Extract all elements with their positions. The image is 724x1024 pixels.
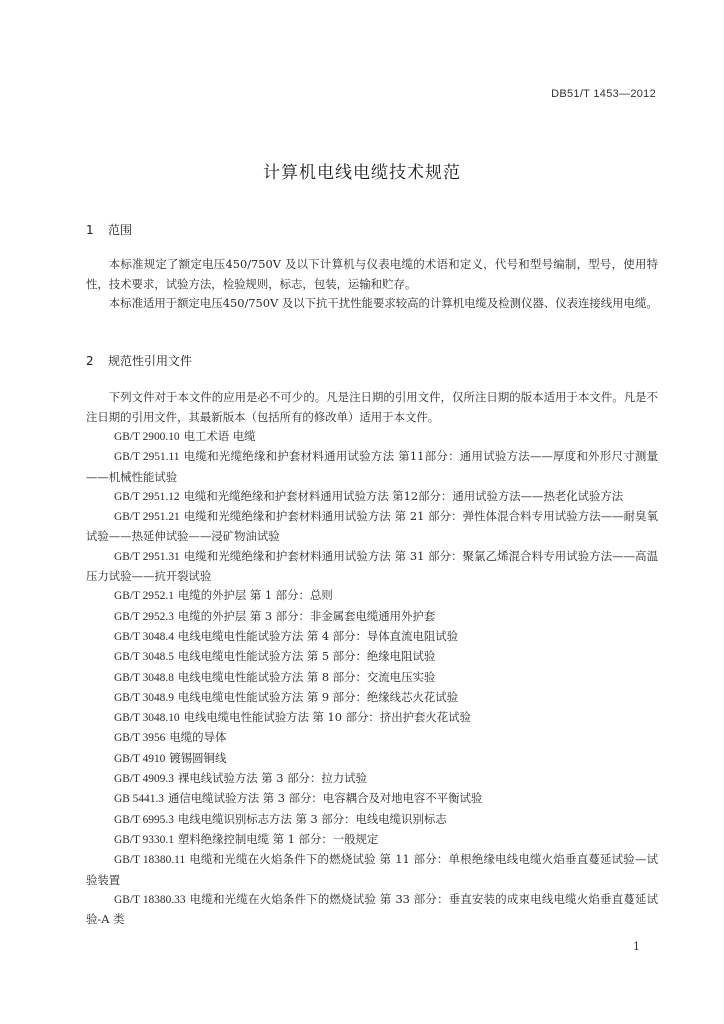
reference-code: GB/T 4909.3 [114,773,174,786]
reference-item [86,627,658,647]
reference-title: 电缆和光缆绝缘和护套材料通用试验方法 第11部分：通用试验方法——厚度和外形尺寸测量——机械性能试验 [86,449,659,484]
reference-code: GB/T 3048.4 [114,630,174,643]
reference-title: 电缆和光缆绝缘和护套材料通用试验方法 第12部分：通用试验方法——热老化试验方法 [183,488,624,503]
reference-code: GB/T 9330.1 [114,833,174,846]
reference-code: GB/T 2952.3 [114,610,174,623]
reference-title: 电缆和光缆在火焰条件下的燃烧试验 第 11 部分：单根绝缘电线电缆火焰垂直蔓延试验—试验装置 [86,852,658,887]
reference-item [86,789,658,809]
references-intro-paragraph: 下列文件对于本文件的应用是必不可少的。凡是注日期的引用文件，仅所注日期的版本适用于本文件。凡是不注日期的引用文件，其最新版本（包括所有的修改单）适用于本文件。 [86,390,658,424]
reference-title: 电线电缆电性能试验方法 第 9 部分：绝缘线芯火花试验 [177,689,459,704]
reference-code: GB 5441.3 [114,793,164,806]
section-2-number: 2 [86,354,94,368]
reference-item [86,427,658,447]
document-title: 计算机电线电缆技术规范 [263,163,461,183]
reference-title: 电缆和光缆在火焰条件下的燃烧试验 第 33 部分：垂直安装的成束电线电缆火焰垂直蔓延试验-A 类 [86,891,658,927]
reference-title: 电线电缆电性能试验方法 第 4 部分：导体直流电阻试验 [177,628,459,643]
reference-code: GB/T 2951.11 [114,451,180,464]
reference-title: 电线电缆电性能试验方法 第 10 部分：挤出护套火花试验 [183,710,471,725]
reference-code: GB/T 2951.12 [114,490,180,503]
reference-title: 电缆的外护层 第 1 部分：总则 [177,588,333,603]
section-1-body [86,255,658,314]
reference-item [86,850,658,890]
reference-code: GB/T 2951.31 [114,550,180,563]
reference-code: GB/T 18380.33 [114,893,186,906]
reference-code: GB/T 3048.9 [114,691,174,704]
section-2-intro [86,388,658,427]
reference-title: 电缆和光缆绝缘和护套材料通用试验方法 第 31 部分：聚氯乙烯混合料专用试验方法——高温压力试验——抗开裂试验 [86,548,659,584]
reference-item [86,708,658,728]
section-2-heading [86,352,192,369]
scope-paragraph-1: 本标准规定了额定电压450/750V 及以下计算机与仪表电缆的术语和定义，代号和型号编制，型号，使用特性，技术要求，试验方法，检验规则，标志，包装，运输和贮存。 [86,257,658,291]
reference-item [86,586,658,606]
reference-code: GB/T 3048.5 [114,651,174,664]
reference-code: GB/T 2952.1 [114,590,174,603]
reference-item [86,607,658,627]
reference-title: 塑料绝缘控制电缆 第 1 部分：一般规定 [177,831,379,846]
reference-title: 镀锡圆铜线 [169,750,227,765]
reference-item [86,830,658,850]
reference-item [86,487,658,507]
reference-title: 电工术语 电缆 [183,429,256,443]
section-1-title: 范围 [108,223,133,237]
reference-code: GB/T 18380.11 [114,854,186,867]
reference-item [86,668,658,688]
reference-title: 电缆和光缆绝缘和护套材料通用试验方法 第 21 部分：弹性体混合料专用试验方法——耐臭氧试验——热延伸试验——浸矿物油试验 [86,509,659,544]
reference-title: 电线电缆识别标志方法 第 3 部分：电线电缆识别标志 [177,811,447,826]
section-2-title: 规范性引用文件 [108,354,193,368]
reference-item [86,769,658,789]
reference-title: 电缆的导体 [169,730,227,745]
reference-title: 电缆的外护层 第 3 部分：非金属套电缆通用外护套 [177,608,436,623]
reference-item [86,507,658,547]
reference-title: 通信电缆试验方法 第 3 部分：电容耦合及对地电容不平衡试验 [168,791,483,806]
reference-code: GB/T 2900.10 [114,431,180,443]
reference-title: 裸电线试验方法 第 3 部分：拉力试验 [177,771,367,786]
reference-item [86,728,658,748]
reference-list [86,427,658,929]
reference-item [86,647,658,667]
reference-item [86,890,658,930]
reference-item [86,810,658,830]
scope-paragraph-2: 本标准适用于额定电压450/750V 及以下抗干扰性能要求较高的计算机电缆及检测仪器、仪表连接线用电缆。 [108,296,658,310]
reference-item [86,688,658,708]
reference-code: GB/T 3956 [114,732,166,745]
reference-code: GB/T 3048.8 [114,671,174,684]
reference-item [86,749,658,769]
reference-item [86,547,658,587]
reference-title: 电线电缆电性能试验方法 第 5 部分：绝缘电阻试验 [177,649,436,664]
reference-item [86,447,658,487]
reference-code: GB/T 3048.10 [114,712,180,725]
reference-code: GB/T 6995.3 [114,813,174,826]
document-code: DB51/T 1453—2012 [551,88,656,100]
section-1-number: 1 [86,223,94,237]
page-number: 1 [633,940,640,953]
reference-code: GB/T 2951.21 [114,511,180,524]
reference-title: 电线电缆电性能试验方法 第 8 部分：交流电压实验 [177,669,436,684]
section-1-heading [86,221,132,238]
reference-code: GB/T 4910 [114,752,166,765]
